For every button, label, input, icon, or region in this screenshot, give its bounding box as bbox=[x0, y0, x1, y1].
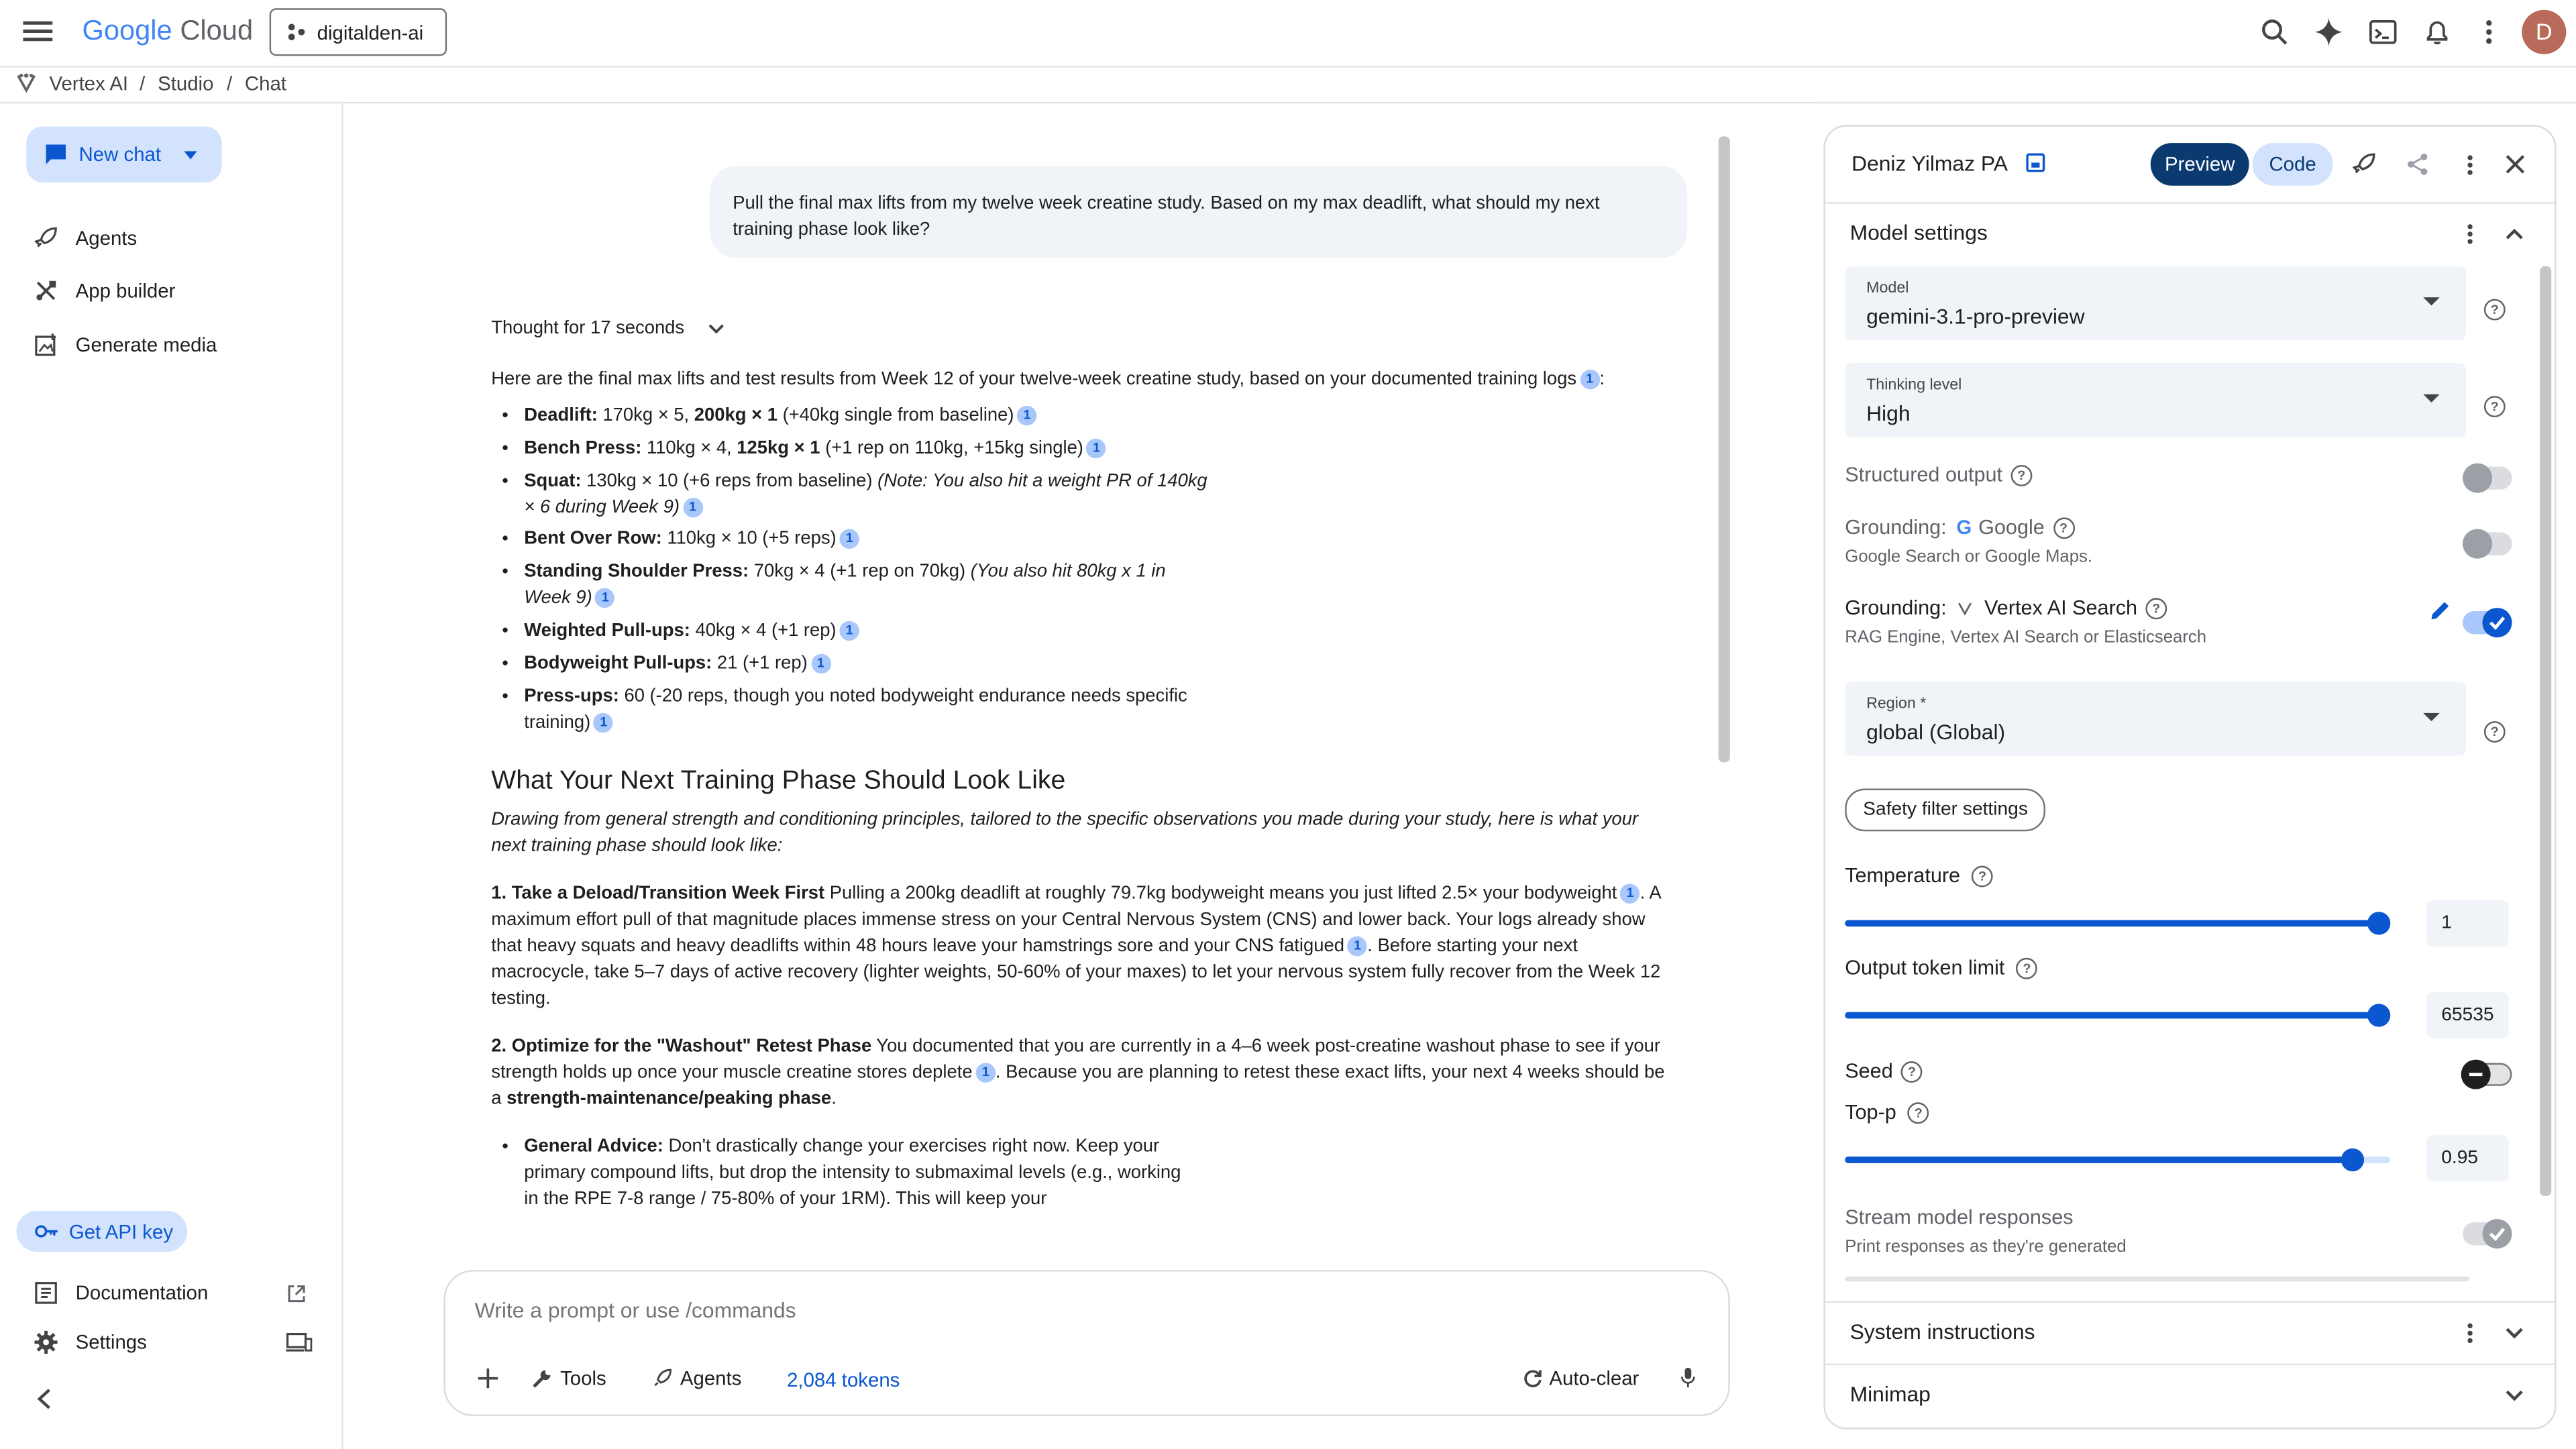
help-icon[interactable]: ? bbox=[1901, 1061, 1923, 1082]
grounding-google-toggle[interactable] bbox=[2463, 532, 2512, 555]
thinking-level-select[interactable]: Thinking level High bbox=[1845, 363, 2466, 437]
prompt-input[interactable] bbox=[472, 1291, 1628, 1328]
settings-panel bbox=[1823, 125, 2556, 1430]
response-intro: Here are the final max lifts and test results from Week 12 of your twelve-week creatine study, based on your documented training logs 1 : bbox=[491, 370, 1605, 390]
list-item: • Squat: 130kg × 10 (+6 reps from baseline) (Note: You also hit a weight PR of 140kg × 6 during Week 9) 1 bbox=[524, 468, 1214, 520]
response-heading: What Your Next Training Phase Should Look Like bbox=[491, 766, 1066, 795]
response-heading-subtitle: Drawing from general strength and conditioning principles, tailored to the specific observations you made during your study, here is what your next training phase should look like: bbox=[491, 809, 1639, 855]
grounding-google-row: Grounding: G Google ? bbox=[1845, 516, 2074, 539]
help-icon[interactable]: ? bbox=[2145, 597, 2167, 619]
devices-icon[interactable] bbox=[286, 1332, 312, 1352]
divider bbox=[1825, 202, 2555, 203]
image-add-icon bbox=[33, 332, 59, 358]
chat-icon bbox=[44, 143, 67, 166]
grounding-google-subtitle: Google Search or Google Maps. bbox=[1845, 547, 2093, 567]
dropdown-caret-icon bbox=[2423, 394, 2439, 402]
wrench-icon bbox=[532, 1368, 551, 1388]
sidebar-item-generate-media[interactable] bbox=[33, 325, 217, 365]
add-icon[interactable] bbox=[478, 1368, 498, 1388]
list-item: • Press-ups: 60 (-20 reps, though you noted bodyweight endurance needs specific training) 1 bbox=[524, 683, 1214, 735]
panel-scrollbar[interactable] bbox=[2540, 266, 2551, 1196]
top-bar bbox=[0, 0, 2576, 67]
breadcrumb-studio[interactable]: Studio bbox=[158, 72, 214, 96]
help-icon[interactable]: ? bbox=[2010, 464, 2032, 486]
more-vert-icon[interactable] bbox=[2466, 1322, 2474, 1344]
tools-icon bbox=[33, 278, 59, 304]
stream-responses-toggle[interactable] bbox=[2463, 1222, 2512, 1245]
citation-chip[interactable]: 1 bbox=[1348, 936, 1367, 955]
more-vert-icon[interactable] bbox=[2466, 154, 2474, 176]
menu-icon[interactable] bbox=[23, 19, 52, 42]
chevron-down-icon bbox=[707, 323, 723, 333]
divider bbox=[1825, 1364, 2555, 1365]
list-item: • Deadlift: 170kg × 5, 200kg × 1 (+40kg single from baseline) 1 bbox=[524, 402, 1214, 429]
temperature-input[interactable]: 1 bbox=[2426, 900, 2508, 947]
gear-icon bbox=[33, 1329, 59, 1355]
divider bbox=[1845, 1277, 2469, 1281]
output-token-row: Output token limit ? bbox=[1845, 956, 2037, 979]
sidebar bbox=[0, 103, 343, 1449]
breadcrumb bbox=[0, 66, 2576, 103]
more-vert-icon[interactable] bbox=[2484, 18, 2494, 46]
breadcrumb-separator: / bbox=[140, 72, 146, 96]
sidebar-item-label: Documentation bbox=[75, 1281, 209, 1305]
dropdown-caret-icon bbox=[2423, 297, 2439, 305]
project-selector[interactable] bbox=[270, 8, 447, 56]
help-icon[interactable]: ? bbox=[2484, 292, 2506, 322]
temperature-slider-fill bbox=[1845, 920, 2379, 926]
help-icon[interactable]: ? bbox=[2484, 389, 2506, 419]
sidebar-item-label: Settings bbox=[75, 1330, 147, 1354]
google-g-icon: G bbox=[1956, 515, 1972, 539]
output-token-slider-thumb[interactable] bbox=[2367, 1004, 2390, 1026]
prompt-composer bbox=[443, 1270, 1730, 1416]
minimap-heading[interactable]: Minimap bbox=[1849, 1381, 1931, 1407]
sidebar-item-settings[interactable] bbox=[33, 1322, 147, 1362]
advice-list bbox=[491, 1133, 1181, 1212]
vertex-ai-icon bbox=[1956, 600, 1972, 616]
breadcrumb-chat: Chat bbox=[244, 72, 287, 96]
structured-output-toggle[interactable] bbox=[2463, 467, 2512, 490]
output-token-input[interactable]: 65535 bbox=[2426, 992, 2508, 1038]
breadcrumb-vertex-ai[interactable]: Vertex AI bbox=[49, 72, 129, 96]
chevron-down-icon[interactable] bbox=[2506, 1328, 2524, 1339]
collapse-sidebar-icon[interactable] bbox=[36, 1388, 51, 1409]
safety-filter-button[interactable]: Safety filter settings bbox=[1845, 789, 2046, 832]
stream-responses-subtitle: Print responses as they're generated bbox=[1845, 1237, 2127, 1257]
get-api-key-button[interactable] bbox=[16, 1211, 187, 1252]
citation-chip[interactable]: 1 bbox=[594, 712, 613, 732]
get-api-key-label: Get API key bbox=[68, 1220, 174, 1243]
list-item: • Weighted Pull-ups: 40kg × 4 (+1 rep) 1 bbox=[524, 618, 1214, 644]
list-item: • Standing Shoulder Press: 70kg × 4 (+1 rep on 70kg) (You also hit 80kg x 1 in Week 9) 1 bbox=[524, 559, 1214, 611]
prompt-title[interactable]: Deniz Yilmaz PA bbox=[1851, 151, 2008, 176]
sidebar-item-documentation[interactable] bbox=[33, 1273, 208, 1313]
output-token-slider-track[interactable] bbox=[1845, 1012, 2390, 1019]
help-icon[interactable]: ? bbox=[1908, 1102, 1929, 1123]
region-select[interactable]: Region * global (Global) bbox=[1845, 682, 2466, 755]
deploy-rocket-icon[interactable] bbox=[2353, 153, 2375, 176]
citation-chip[interactable]: 1 bbox=[811, 653, 830, 673]
sidebar-item-label: App builder bbox=[75, 279, 176, 303]
temperature-slider-track[interactable] bbox=[1845, 920, 2390, 926]
rocket-icon bbox=[33, 225, 59, 252]
divider bbox=[1825, 1301, 2555, 1303]
google-cloud-logo[interactable]: Google Cloud bbox=[82, 15, 254, 46]
citation-chip[interactable]: 1 bbox=[1087, 438, 1106, 458]
seed-row: Seed ? bbox=[1845, 1060, 1923, 1083]
search-icon[interactable] bbox=[2261, 18, 2289, 46]
open-in-new-icon bbox=[288, 1285, 306, 1303]
save-icon[interactable] bbox=[2026, 153, 2045, 172]
structured-output-row: Structured output ? bbox=[1845, 464, 2032, 486]
chat-scrollbar[interactable] bbox=[1719, 136, 1730, 762]
help-icon[interactable]: ? bbox=[1972, 865, 1993, 886]
list-item: • Bent Over Row: 110kg × 10 (+5 reps) 1 bbox=[524, 527, 1214, 553]
vertex-ai-icon bbox=[15, 70, 38, 93]
notifications-icon[interactable] bbox=[2423, 18, 2451, 46]
agents-button[interactable]: Agents bbox=[652, 1367, 741, 1390]
chevron-down-icon[interactable] bbox=[184, 150, 197, 158]
preview-button[interactable]: Preview bbox=[2151, 143, 2249, 186]
project-icon bbox=[288, 23, 306, 41]
thought-toggle[interactable] bbox=[491, 315, 724, 341]
user-message bbox=[710, 166, 1687, 258]
tools-button[interactable]: Tools bbox=[532, 1367, 606, 1390]
sidebar-item-label: Agents bbox=[75, 226, 138, 250]
gemini-sparkle-icon[interactable] bbox=[2315, 18, 2343, 46]
auto-clear-button[interactable]: Auto-clear bbox=[1523, 1367, 1639, 1390]
temperature-slider-thumb[interactable] bbox=[2367, 912, 2390, 934]
chevron-down-icon[interactable] bbox=[2506, 1390, 2524, 1401]
list-item: • General Advice: Don't drastically change your exercises right now. Keep your primary compound lifts, but drop the intensity to submaximal levels (e.g., working in the RPE 7-8 range / 75-80% of your 1RM). This will keep your bbox=[524, 1133, 1181, 1212]
model-select[interactable]: Model gemini-3.1-pro-preview bbox=[1845, 266, 2466, 340]
cloud-shell-icon[interactable] bbox=[2369, 18, 2397, 46]
key-icon bbox=[34, 1224, 59, 1239]
output-token-slider-fill bbox=[1845, 1012, 2379, 1019]
lifts-list bbox=[491, 402, 1214, 735]
top-p-slider-fill bbox=[1845, 1157, 2352, 1163]
refresh-icon bbox=[1523, 1368, 1542, 1388]
citation-chip[interactable]: 1 bbox=[596, 588, 615, 608]
grounding-vertex-row: Grounding: Vertex AI Search ? bbox=[1845, 596, 2167, 619]
paragraph-deload: 1. Take a Deload/Transition Week First Pulling a 200kg deadlift at roughly 79.7kg bodyweight means you just lifted 2.5× your bodyweight 1 . A maximum effort pull of that magnitude places immense stress on your Central Nervous System (CNS) and lower back. Your logs already show that heavy squats and heavy deadlifts within 48 hours leave your hamstrings sore and your CNS fatigued 1 . Before starting your next macrocycle, take 5–7 days of active recovery (lighter weights, 50-60% of your maxes) to let your nervous system fully recover from the Week 12 testing. bbox=[491, 883, 1661, 1008]
thought-label: Thought for 17 seconds bbox=[491, 319, 685, 339]
citation-chip[interactable]: 1 bbox=[1580, 370, 1599, 389]
microphone-icon[interactable] bbox=[1680, 1367, 1695, 1389]
project-name: digitalden-ai bbox=[317, 20, 424, 44]
chevron-up-icon[interactable] bbox=[2506, 228, 2524, 239]
help-icon[interactable]: ? bbox=[2017, 957, 2038, 979]
list-item: • Bodyweight Pull-ups: 21 (+1 rep) 1 bbox=[524, 650, 1214, 676]
help-icon[interactable]: ? bbox=[2053, 517, 2074, 538]
grounding-vertex-toggle[interactable] bbox=[2463, 611, 2512, 634]
citation-chip[interactable]: 1 bbox=[840, 530, 859, 549]
seed-toggle[interactable] bbox=[2463, 1063, 2512, 1086]
new-chat-label: New chat bbox=[78, 143, 162, 166]
edit-pencil-icon[interactable] bbox=[2430, 600, 2451, 621]
share-icon[interactable] bbox=[2407, 153, 2428, 176]
top-p-slider-track[interactable] bbox=[1845, 1157, 2390, 1163]
sidebar-item-label: Generate media bbox=[75, 333, 217, 357]
breadcrumb-separator: / bbox=[226, 72, 233, 96]
new-chat-button[interactable] bbox=[26, 127, 221, 182]
paragraph-washout: 2. Optimize for the "Washout" Retest Phase You documented that you are currently in a 4–6 week post-creatine washout phase to see if your strength holds up once your muscle creatine stores deplete 1 . Because you are planning to retest these exact lifts, your next 4 weeks should be a strength-maintenance/peaking phase. bbox=[491, 1036, 1665, 1109]
avatar[interactable]: D bbox=[2522, 10, 2566, 54]
citation-chip[interactable]: 1 bbox=[840, 621, 859, 641]
citation-chip[interactable]: 1 bbox=[1017, 406, 1036, 425]
top-p-row: Top-p ? bbox=[1845, 1101, 1929, 1124]
top-p-slider-thumb[interactable] bbox=[2341, 1148, 2363, 1171]
system-instructions-heading[interactable]: System instructions bbox=[1849, 1319, 2035, 1344]
code-button[interactable]: Code bbox=[2253, 143, 2333, 186]
dropdown-caret-icon bbox=[2423, 713, 2439, 721]
token-count[interactable]: 2,084 tokens bbox=[787, 1368, 900, 1392]
documentation-icon bbox=[33, 1280, 59, 1306]
model-response bbox=[491, 366, 1666, 1218]
help-icon[interactable]: ? bbox=[2484, 714, 2506, 744]
sidebar-item-agents[interactable] bbox=[33, 219, 137, 258]
close-icon[interactable] bbox=[2506, 154, 2525, 174]
stream-responses-label: Stream model responses bbox=[1845, 1205, 2074, 1229]
citation-chip[interactable]: 1 bbox=[976, 1062, 996, 1081]
citation-chip[interactable]: 1 bbox=[1620, 883, 1640, 903]
sidebar-item-app-builder[interactable] bbox=[33, 271, 175, 311]
model-settings-heading[interactable]: Model settings bbox=[1849, 220, 1988, 245]
grounding-vertex-subtitle: RAG Engine, Vertex AI Search or Elasticsearch bbox=[1845, 627, 2207, 647]
chat-area bbox=[343, 103, 1822, 1449]
user-message-text: Pull the final max lifts from my twelve week creatine study. Based on my max deadlift, what should my next training phase look like? bbox=[733, 193, 1600, 240]
citation-chip[interactable]: 1 bbox=[683, 497, 702, 517]
temperature-row: Temperature ? bbox=[1845, 864, 1993, 887]
top-p-input[interactable]: 0.95 bbox=[2426, 1135, 2508, 1181]
rocket-icon bbox=[652, 1368, 672, 1388]
list-item: • Bench Press: 110kg × 4, 125kg × 1 (+1 rep on 110kg, +15kg single) 1 bbox=[524, 435, 1214, 461]
more-vert-icon[interactable] bbox=[2466, 223, 2474, 245]
